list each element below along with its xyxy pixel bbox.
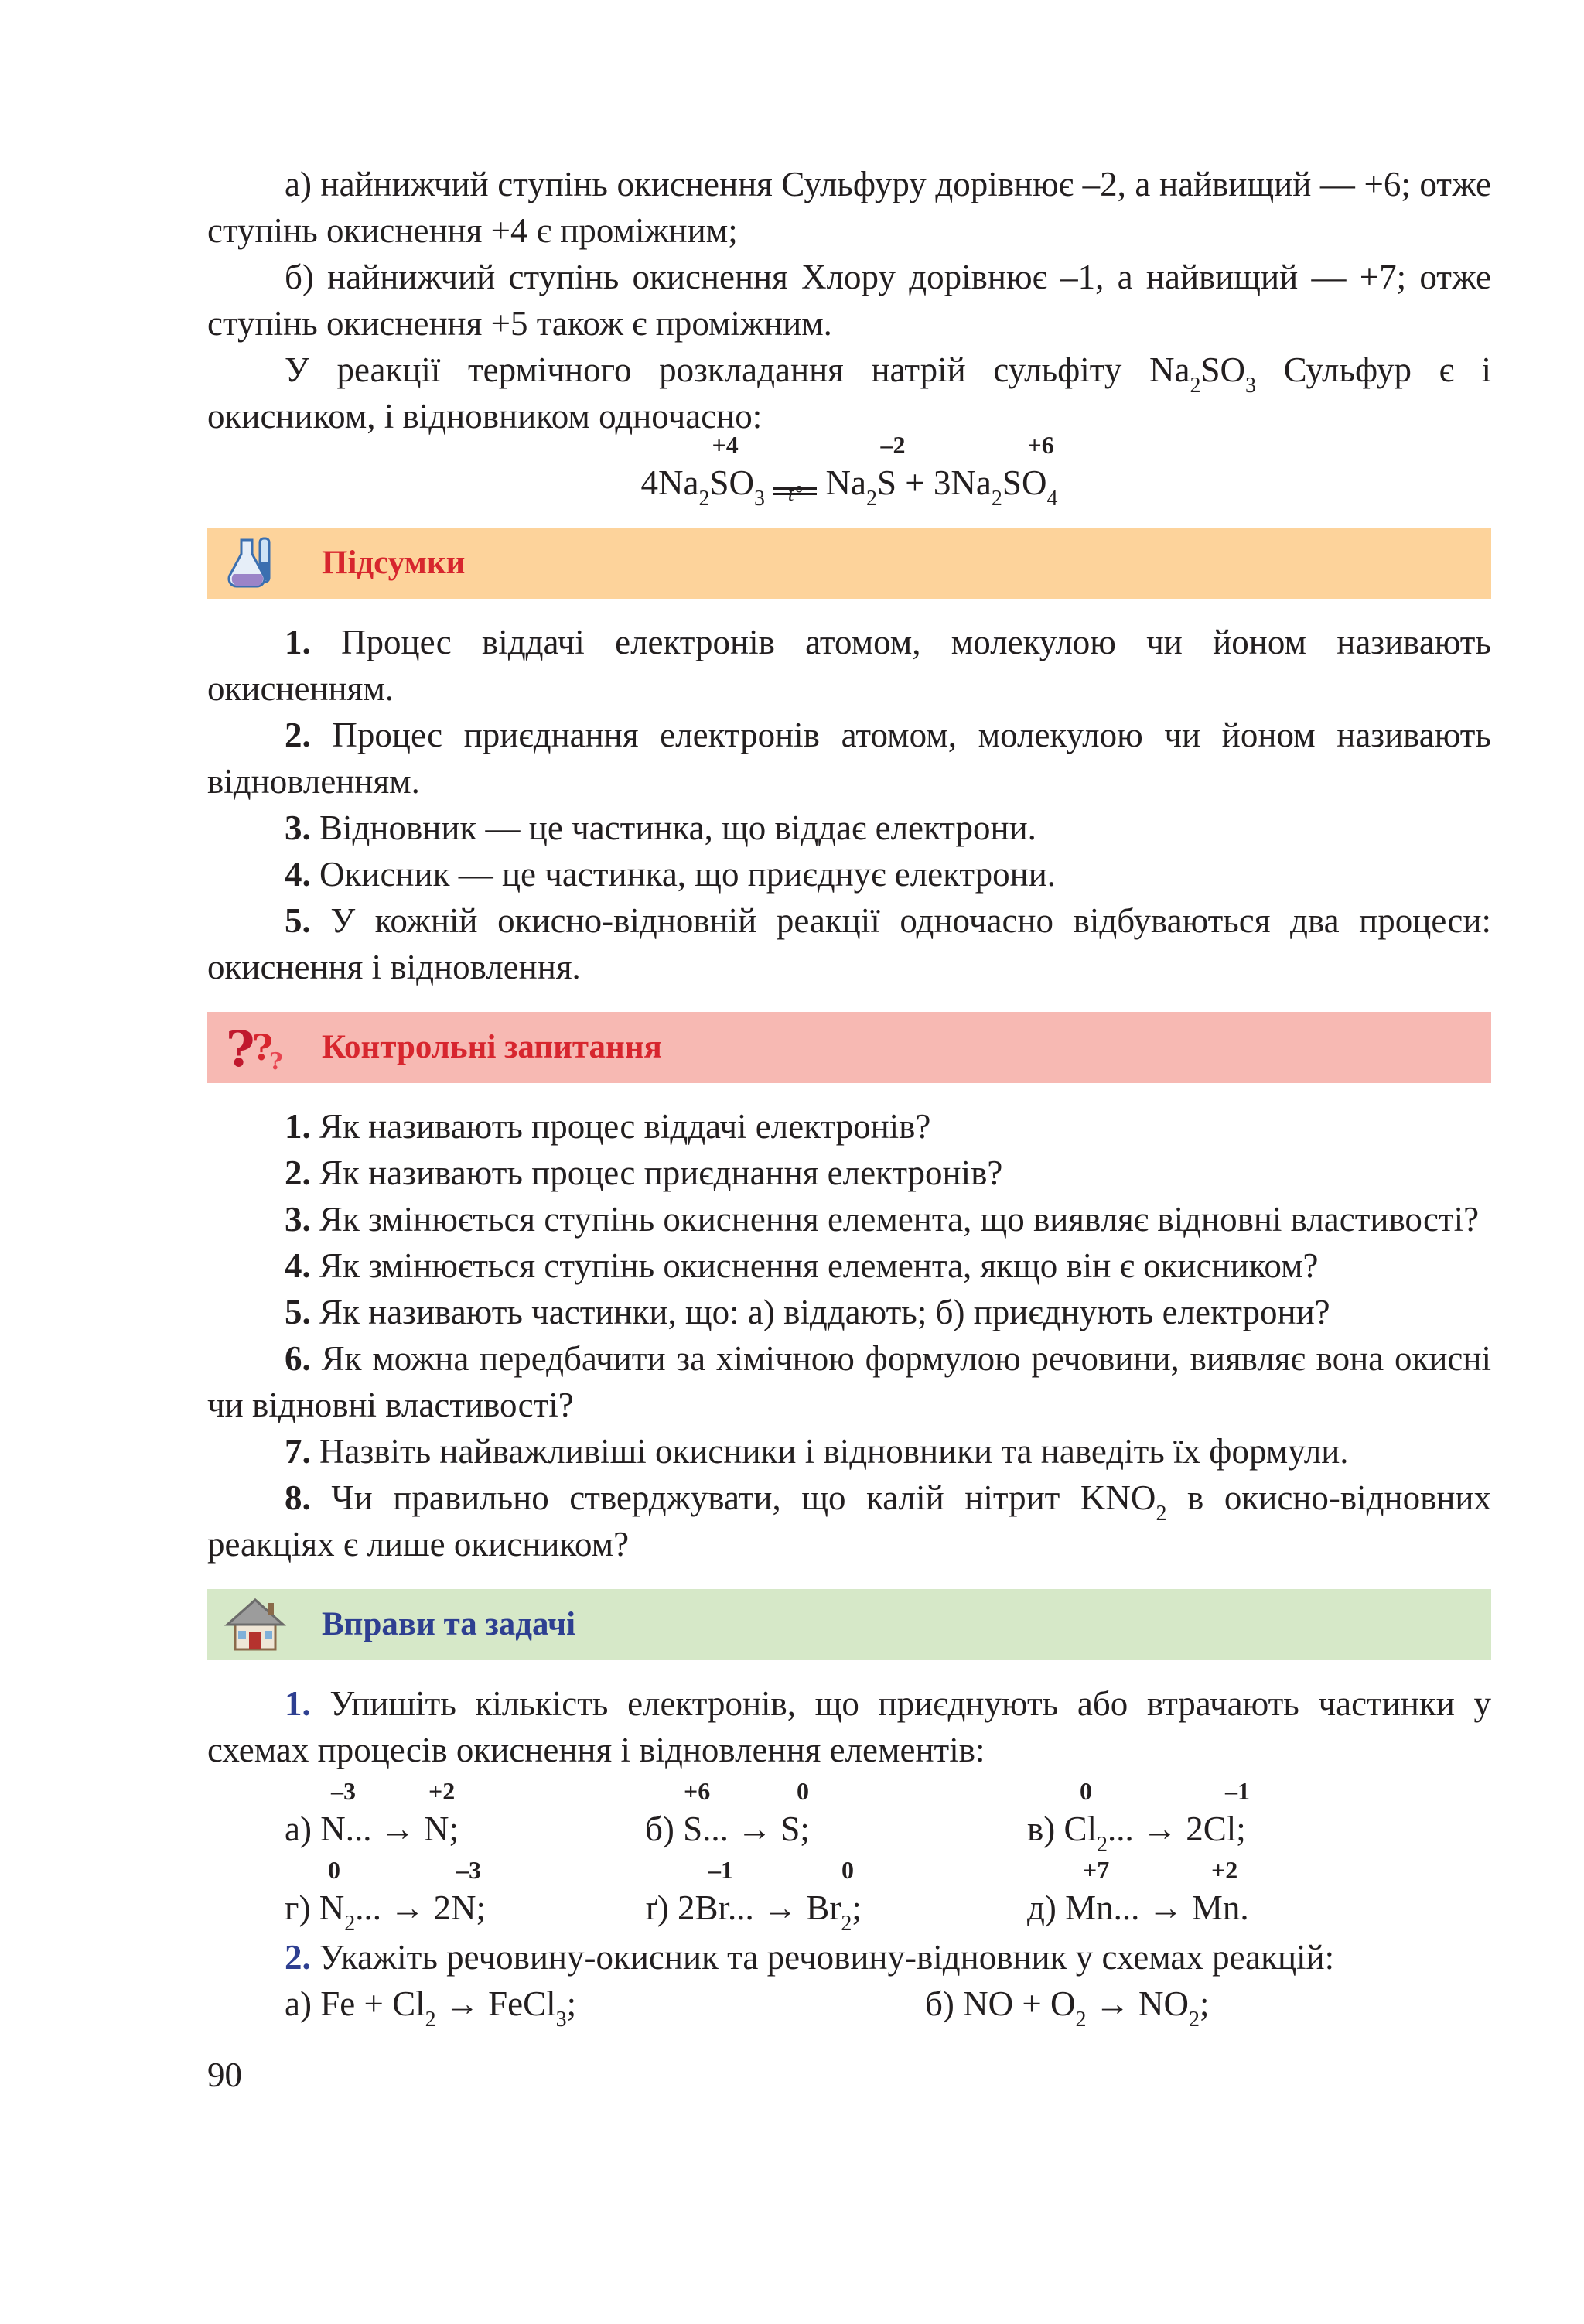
- svg-text:?: ?: [252, 1027, 273, 1068]
- question-item: 8. Чи правильно стверджувати, що калій нітрит $KNO_2$ в окисно-відновних реакціях є лише окисником?: [207, 1478, 1492, 1564]
- summary-item: 5. У кожній окисно-відновній реакції одночасно відбуваються два процеси: окиснення і відновлення.: [207, 901, 1491, 986]
- question-item: 6. Як можна передбачити за хімічною формулою речовини, виявляє вона окисні чи відновні властивості?: [207, 1339, 1491, 1424]
- summary-item: 2. Процес приєднання електронів атомом, молекулою чи йоном називають відновленням.: [207, 716, 1491, 801]
- page-number: 90: [207, 2056, 242, 2094]
- exercise-2-schemes: [207, 1981, 1491, 2032]
- summary-item: 1. Процес віддачі електронів атомом, молекулою чи йоном називають окисненням.: [207, 623, 1491, 708]
- questions-header: [207, 1012, 1491, 1083]
- reaction-equation: +4 –2 +6 $4Na_2SO_3$ t° $Na_2S + 3Na_2SO_4$: [640, 431, 1058, 511]
- svg-text:?: ?: [226, 1020, 255, 1075]
- question-item: 2. Як називають процес приєднання електронів?: [285, 1153, 1003, 1192]
- ox-state-s-plus6: +6: [1027, 431, 1054, 459]
- page-content: [207, 161, 1492, 2032]
- scheme-2a: а) $Fe + Cl_2$ → FeCl$_3$;: [285, 1984, 577, 2032]
- question-item: 5. Як називають частинки, що: а) віддають; б) приєднують електрони?: [285, 1293, 1330, 1331]
- exercise-1-row-1: [207, 1773, 1491, 1857]
- intro-b: б) найнижчий ступінь окиснення Хлору дорівнює –1, а найвищий — +7; отже ступінь окиснення +5 також є проміжним.: [207, 258, 1491, 343]
- question-item: 4. Як змінюється ступінь окиснення елемента, якщо він є окисником?: [285, 1246, 1319, 1285]
- flask-icon: [224, 535, 286, 591]
- summary-item: 3. Відновник — це частинка, що віддає електрони.: [285, 808, 1036, 847]
- summary-title: Підсумки: [322, 545, 466, 581]
- questions-title: Контрольні запитання: [322, 1029, 662, 1065]
- ox-state-s-plus4: +4: [712, 431, 739, 459]
- scheme-a: –3 +2 а) N... → N;: [285, 1777, 459, 1848]
- scheme-gg: –1 0 ґ) 2Br... → $Br_2$;: [645, 1856, 862, 1936]
- reaction-intro: У реакції термічного розкладання натрій сульфіту $Na_2SO_3$ Сульфур є і окисником, і відновником одночасно:: [207, 350, 1491, 436]
- exercise-1: 1. Упишіть кількість електронів, що приєднують або втрачають частинки у схемах процесів окиснення і відновлення елементів:: [207, 1684, 1491, 1769]
- summary-header: [207, 528, 1491, 599]
- svg-text:?: ?: [269, 1048, 283, 1075]
- exercise-2: 2. Укажіть речовину-окисник та речовину-відновник у схемах реакцій:: [285, 1938, 1335, 1977]
- scheme-v: 0 –1 в) $Cl_2$... → 2Cl;: [1027, 1777, 1250, 1857]
- question-item: 7. Назвіть найважливіші окисники і відновники та наведіть їх формули.: [285, 1432, 1349, 1471]
- exercises-header: [207, 1589, 1491, 1660]
- intro-a: а) найнижчий ступінь окиснення Сульфуру дорівнює –2, а найвищий — +6; отже ступінь окиснення +4 є проміжним;: [207, 165, 1491, 250]
- house-icon: [224, 1597, 286, 1652]
- question-item: 3. Як змінюється ступінь окиснення елемента, що виявляє відновні властивості?: [285, 1200, 1480, 1239]
- exercise-1-row-2: [207, 1852, 1491, 1936]
- question-item: 1. Як називають процес віддачі електронів?: [285, 1107, 931, 1146]
- heating-condition: t°: [773, 487, 817, 506]
- scheme-b: +6 0 б) S... → S;: [645, 1777, 810, 1848]
- exercises-title: Вправи та задачі: [322, 1606, 576, 1642]
- summary-item: 4. Окисник — це частинка, що приєднує електрони.: [285, 855, 1057, 894]
- scheme-g: 0 –3 г) $N_2$... → 2N;: [285, 1856, 486, 1936]
- ox-state-s-minus2: –2: [880, 431, 906, 459]
- question-marks-icon: [224, 1020, 286, 1075]
- scheme-d: +7 +2 д) Mn... → Mn.: [1027, 1856, 1249, 1927]
- scheme-2b: б) NO + $O_2 \to NO_2$;: [925, 1984, 1210, 2032]
